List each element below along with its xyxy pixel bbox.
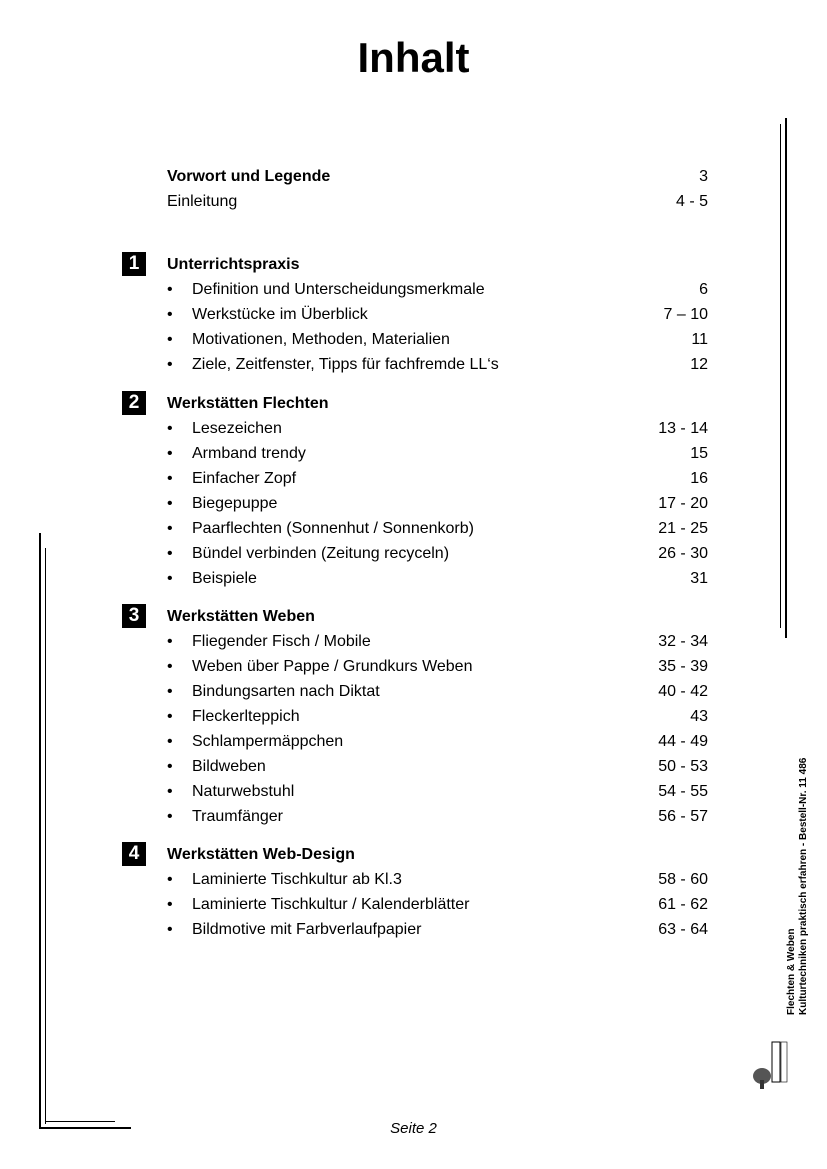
toc-item-label: Fliegender Fisch / Mobile [192,633,371,650]
section-heading [167,842,708,867]
sidebar-book-title: Flechten & Weben [786,928,797,1015]
toc-item-page: 7 – 10 [663,306,708,323]
toc-item [167,754,708,779]
toc-entry-page: 3 [699,168,708,185]
toc-item-page: 40 - 42 [658,683,708,700]
toc-item-page: 15 [690,445,708,462]
toc-item-label: Biegepuppe [192,495,278,512]
toc-item-page: 58 - 60 [658,871,708,888]
bullet: • [167,708,173,725]
toc-item-page: 54 - 55 [658,783,708,800]
toc-item-label: Schlampermäppchen [192,733,344,750]
toc-item [167,917,708,942]
bullet: • [167,520,173,537]
toc-item-page: 63 - 64 [658,921,708,938]
toc-item-label: Traumfänger [192,808,283,825]
toc-item-page: 21 - 25 [658,520,708,537]
bullet: • [167,420,173,437]
bullet: • [167,896,173,913]
bullet: • [167,281,173,298]
toc-item-label: Motivationen, Methoden, Materialien [192,331,450,348]
toc-item [167,327,708,352]
toc-item [167,541,708,566]
section-number-badge: 2 [122,391,146,415]
toc-entry-label: Einleitung [167,193,238,210]
toc-item [167,466,708,491]
toc-item [167,679,708,704]
toc-item-page: 11 [691,331,708,348]
toc-item-label: Ziele, Zeitfenster, Tipps für fachfremde LL‘s [192,356,499,373]
toc-item [167,629,708,654]
toc-item-page: 32 - 34 [658,633,708,650]
toc-item-label: Paarflechten (Sonnenhut / Sonnenkorb) [192,520,474,537]
toc-item-label: Beispiele [192,570,257,587]
section-title: Werkstätten Web-Design [167,846,355,863]
bullet: • [167,683,173,700]
section-title: Unterrichtspraxis [167,256,300,273]
bullet: • [167,733,173,750]
toc-item-page: 6 [699,281,708,298]
toc-item-page: 13 - 14 [658,420,708,437]
toc-item [167,516,708,541]
bullet: • [167,495,173,512]
bullet: • [167,545,173,562]
toc-item-label: Laminierte Tischkultur / Kalenderblätter [192,896,470,913]
toc-item-label: Laminierte Tischkultur ab Kl.3 [192,871,402,888]
toc-item-label: Weben über Pappe / Grundkurs Weben [192,658,473,675]
publisher-logo-tree-icon [750,1030,795,1090]
toc-item [167,352,708,377]
bullet: • [167,356,173,373]
left-frame-line-outer [39,533,41,1129]
toc-item [167,566,708,591]
bullet: • [167,871,173,888]
section-number-badge: 4 [122,842,146,866]
toc-item-page: 50 - 53 [658,758,708,775]
toc-item [167,302,708,327]
toc-item [167,491,708,516]
bullet: • [167,570,173,587]
toc-item [167,654,708,679]
bullet: • [167,633,173,650]
toc-entry-label: Vorwort und Legende [167,168,331,185]
right-frame-line-outer [785,118,787,638]
toc-item [167,277,708,302]
toc-item-page: 31 [690,570,708,587]
toc-entry-page: 4 - 5 [675,193,708,210]
toc-item-label: Bildmotive mit Farbverlaufpapier [192,921,422,938]
toc-item-label: Lesezeichen [192,420,282,437]
page-number-footer: Seite 2 [390,1120,437,1137]
bullet: • [167,783,173,800]
toc-entry-vorwort [167,164,708,189]
toc-item [167,867,708,892]
toc-item-page: 12 [690,356,708,373]
toc-item-page: 61 - 62 [658,896,708,913]
left-frame-line-inner [45,548,46,1124]
page-title: Inhalt [357,34,470,81]
toc-item-page: 17 - 20 [658,495,708,512]
toc-item-label: Fleckerlteppich [192,708,300,725]
section-number-badge: 1 [122,252,146,276]
toc-item [167,804,708,829]
toc-item-page: 26 - 30 [658,545,708,562]
toc-item-page: 56 - 57 [658,808,708,825]
toc-item-page: 43 [690,708,708,725]
toc-item [167,416,708,441]
toc-item-label: Naturwebstuhl [192,783,295,800]
toc-entry-einleitung [167,189,708,214]
toc-item [167,779,708,804]
toc-item [167,729,708,754]
toc-item-label: Bündel verbinden (Zeitung recyceln) [192,545,450,562]
toc-item-label: Definition und Unterscheidungsmerkmale [192,281,485,298]
toc-item-label: Armband trendy [192,445,306,462]
bullet: • [167,470,173,487]
section-title: Werkstätten Flechten [167,395,329,412]
section-title: Werkstätten Weben [167,608,315,625]
toc-item-page: 44 - 49 [658,733,708,750]
toc-item [167,892,708,917]
section-heading [167,604,708,629]
sidebar-book-subtitle: Kulturtechniken praktisch erfahren - Bestell-Nr. 11 486 [798,757,809,1015]
toc-item [167,441,708,466]
bullet: • [167,658,173,675]
toc-item-label: Bildweben [192,758,266,775]
toc-item-label: Bindungsarten nach Diktat [192,683,380,700]
bullet: • [167,306,173,323]
section-number-badge: 3 [122,604,146,628]
bullet: • [167,758,173,775]
bullet: • [167,445,173,462]
toc-item-page: 16 [690,470,708,487]
toc-item-page: 35 - 39 [658,658,708,675]
section-heading [167,391,708,416]
toc-item-label: Werkstücke im Überblick [192,306,368,323]
bullet: • [167,921,173,938]
right-frame-line-inner [780,124,781,628]
toc-item-label: Einfacher Zopf [192,470,297,487]
bullet: • [167,808,173,825]
bullet: • [167,331,173,348]
sidebar-book-info [786,758,810,1015]
section-heading [167,252,708,277]
toc-item [167,704,708,729]
